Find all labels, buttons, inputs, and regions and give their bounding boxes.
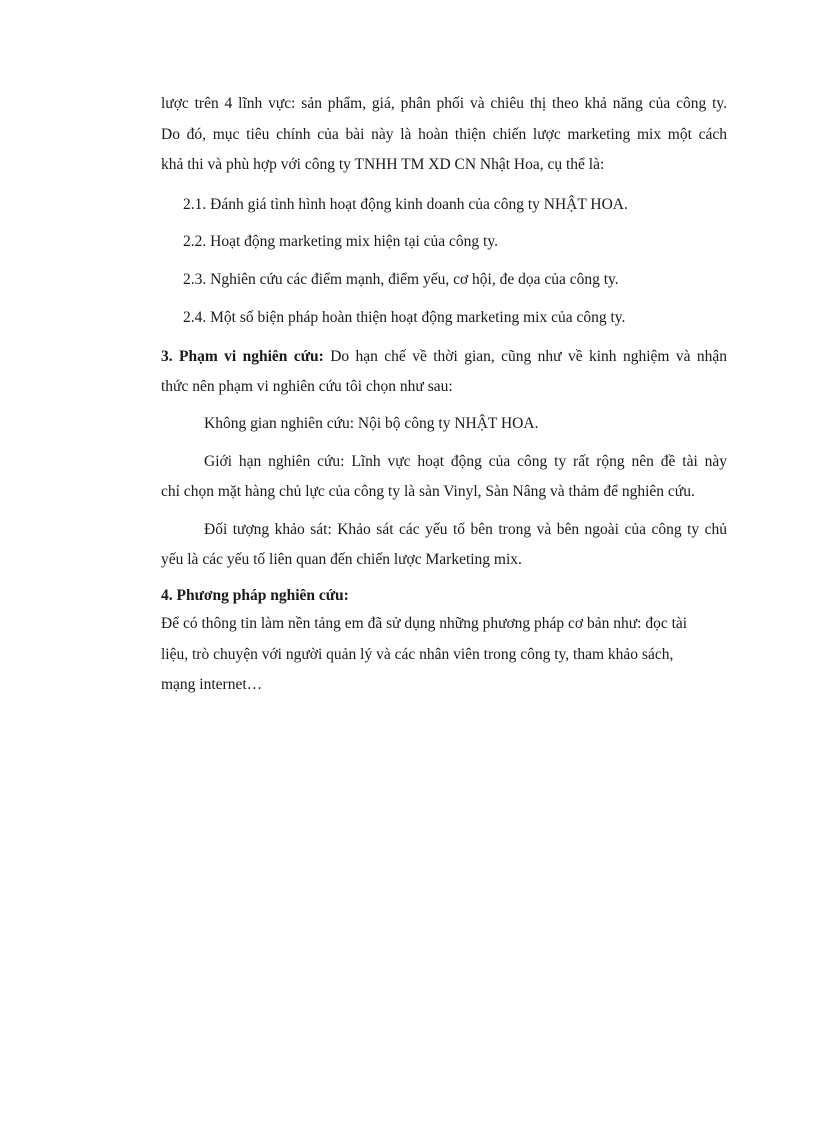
scope-subject-line-1: Đối tượng khảo sát: Khảo sát các yếu tố bên trong và bên ngoài của công ty chủ [204,521,727,538]
objective-item-3: 2.3. Nghiên cứu các điểm mạnh, điểm yếu, cơ hội, đe dọa của công ty. [183,271,619,288]
scope-subject-line-2: yếu là các yếu tố liên quan đến chiến lược Marketing mix. [161,551,522,568]
intro-line-3: khả thi và phù hợp với công ty TNHH TM XD CN Nhật Hoa, cụ thể là: [161,156,605,173]
method-line-1: Để có thông tin làm nền tảng em đã sử dụng những phương pháp cơ bản như: đọc tài [161,615,688,632]
objective-item-4: 2.4. Một số biện pháp hoàn thiện hoạt động marketing mix của công ty. [183,309,626,326]
method-heading: 4. Phương pháp nghiên cứu: [161,587,349,604]
method-line-3: mạng internet… [161,676,263,693]
objective-item-2: 2.2. Hoạt động marketing mix hiện tại của công ty. [183,233,498,250]
scope-limit-line-2: chỉ chọn mặt hàng chủ lực của công ty là sàn Vinyl, Sàn Nâng và thảm để nghiên cứu. [161,483,695,500]
objective-item-1: 2.1. Đánh giá tình hình hoạt động kinh doanh của công ty NHẬT HOA. [183,196,628,213]
method-line-2: liệu, trò chuyện với người quản lý và các nhân viên trong công ty, tham khảo sách, [161,646,674,663]
intro-line-1: lược trên 4 lĩnh vực: sản phẩm, giá, phân phối và chiêu thị theo khả năng của công ty. [161,95,727,112]
scope-line-1 [161,347,727,367]
scope-heading: 3. Phạm vi nghiên cứu: [161,348,324,365]
scope-line-2: thức nên phạm vi nghiên cứu tôi chọn như sau: [161,378,453,395]
scope-space: Không gian nghiên cứu: Nội bộ công ty NHẬT HOA. [204,415,539,432]
scope-text-1: Do hạn chế về thời gian, cũng như về kinh nghiệm và nhận [330,348,727,365]
scope-limit-line-1: Giới hạn nghiên cứu: Lĩnh vực hoạt động của công ty rất rộng nên đề tài này [204,453,727,470]
intro-line-2: Do đó, mục tiêu chính của bài này là hoàn thiện chiến lược marketing mix một cách [161,126,727,143]
